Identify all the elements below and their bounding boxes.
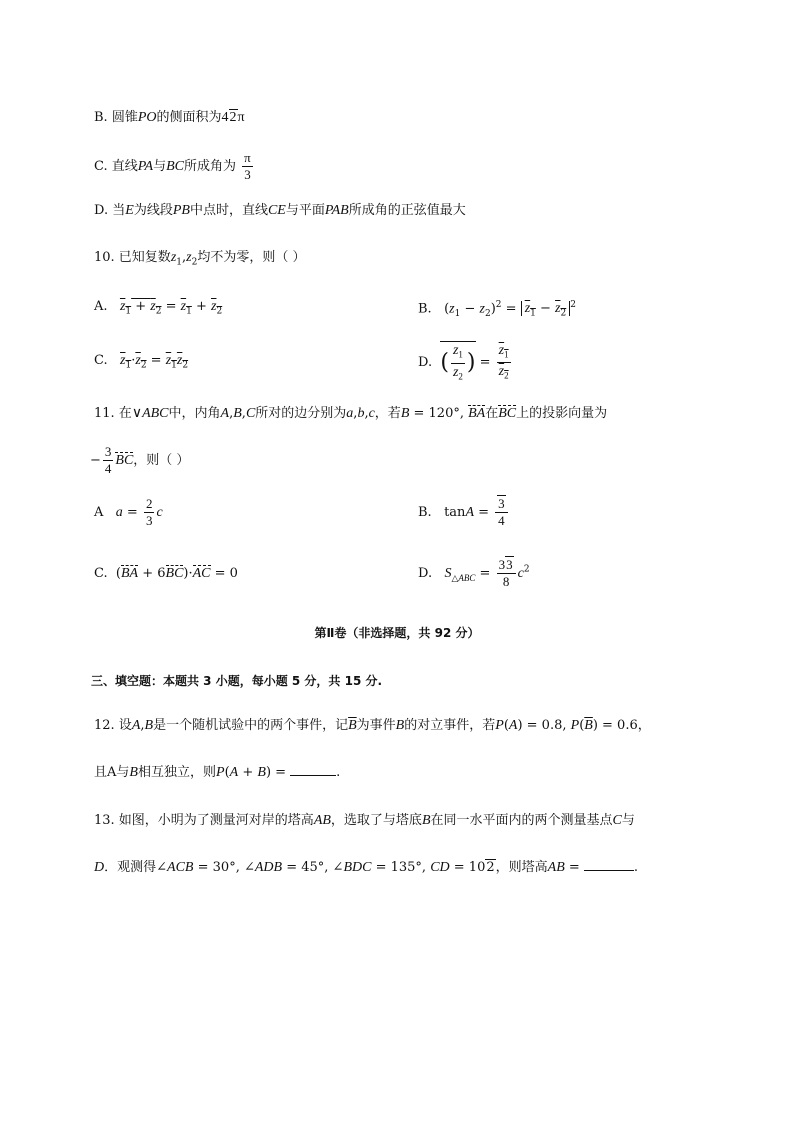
q12-line1: 12. 设A,B是一个随机试验中的两个事件，记$\overline{B}$为事件B的对立事件，若P(A) = 0.8, $P(\overline{B}) = 0.6$， bbox=[94, 718, 651, 733]
option-label: C. bbox=[94, 566, 108, 581]
question-text: 的对立事件，若 bbox=[404, 718, 496, 733]
section-title-part2: 第Ⅱ卷（非选择题，共 92 分） bbox=[314, 626, 480, 640]
option-text: 的侧面积为 bbox=[156, 110, 222, 125]
option-text: 为线段 bbox=[133, 203, 173, 218]
question-text: ，若 bbox=[374, 406, 401, 421]
question-text: 与 bbox=[116, 765, 130, 780]
option-text: 与 bbox=[153, 159, 167, 174]
q10-option-d: D. ( $\frac{z_1}{z_2}$ ) = $\frac{z_1}{z_2}$ bbox=[418, 341, 513, 384]
question-text: ．观测得 bbox=[104, 860, 157, 875]
option-label: D. bbox=[418, 355, 433, 371]
q10-option-c: C. $z_1\cdot z_2 = z_1z_2$ bbox=[94, 353, 189, 371]
question-text: ，则（ ） bbox=[133, 453, 190, 468]
question-text: 在同一水平面内的两个测量基点 bbox=[430, 813, 613, 828]
question-text: 12. 设 bbox=[94, 718, 132, 733]
q11-stem-line1: 11. 在∨ABC中，内角A,B,C所对的边分别为a,b,c，若B = 120°, BA在BC上的投影向量为 bbox=[94, 406, 608, 421]
q13-line2: D．观测得∠ACB = 30°, ∠ADB = 45°, ∠BDC = 135°, CD = 102，则塔高AB = . bbox=[94, 860, 639, 875]
q9-option-c: C. 直线PA与BC所成角为 $\frac{\pi}{3}$ bbox=[94, 150, 251, 182]
answer-blank bbox=[584, 858, 634, 871]
question-text: ，则塔高 bbox=[495, 860, 548, 875]
q10-option-b: B. $(z_1 - z_2)^2 = z_1 - z_2^2$ bbox=[418, 300, 576, 319]
question-text: ，选取了与塔底 bbox=[330, 813, 422, 828]
question-text: 上的投影向量为 bbox=[516, 406, 608, 421]
option-text: 与平面 bbox=[285, 203, 325, 218]
q13-line1: 13. 如图，小明为了测量河对岸的塔高AB，选取了与塔底B在同一水平面内的两个测量基点C与 bbox=[94, 813, 635, 828]
q10-option-a: A. $z_1 + z_2 = z_1 + z_2$ bbox=[94, 299, 223, 317]
answer-blank bbox=[290, 763, 336, 776]
question-text: 在 bbox=[485, 406, 499, 421]
question-text: 13. 如图，小明为了测量河对岸的塔高 bbox=[94, 813, 314, 828]
q11-stem-line2: − $\frac{3}{4}$ BC，则（ ） bbox=[90, 444, 190, 476]
option-text: 当 bbox=[112, 203, 126, 218]
question-text: 中，内角 bbox=[168, 406, 221, 421]
q10-stem: 10. 已知复数$z_1,z_2$均不为零，则（ ） bbox=[94, 250, 306, 268]
option-text: 圆锥 bbox=[111, 110, 138, 125]
option-label: A bbox=[94, 505, 104, 520]
question-text: 均不为零，则（ ） bbox=[197, 250, 306, 265]
option-label: B. bbox=[94, 110, 108, 125]
question-text: 11. 在 bbox=[94, 406, 132, 421]
q11-option-b: B. tanA = $\frac{3}{4}$ bbox=[418, 496, 510, 529]
question-text: 与 bbox=[621, 813, 635, 828]
q11-option-a: A a = $\frac{2}{3}$ c bbox=[94, 496, 163, 528]
option-label: D. bbox=[418, 566, 433, 581]
option-label: B. bbox=[418, 505, 432, 520]
question-text: 且 bbox=[94, 765, 108, 780]
option-label: D. bbox=[94, 203, 109, 218]
q9-option-b: B. 圆锥PO的侧面积为42π bbox=[94, 110, 245, 125]
option-label: C. bbox=[94, 159, 108, 174]
option-text: 直线 bbox=[111, 159, 138, 174]
section-title-fill-in: 三、填空题：本题共 3 小题，每小题 5 分，共 15 分. bbox=[91, 674, 383, 688]
option-text: 所成角为 bbox=[184, 159, 237, 174]
q11-option-d: D. $S_{\triangle ABC}$ = $\frac{33}{8}$ $c^2$ bbox=[418, 557, 530, 589]
option-label: B. bbox=[418, 301, 432, 317]
question-text: 10. 已知复数 bbox=[94, 250, 171, 265]
option-text: 中点时，直线 bbox=[189, 203, 268, 218]
q12-line2: 且A与B相互独立，则P(A + B) = . bbox=[94, 765, 341, 780]
question-text: 所对的边分别为 bbox=[255, 406, 347, 421]
option-label: A. bbox=[94, 299, 108, 314]
option-label: C. bbox=[94, 353, 108, 368]
question-text: 为事件 bbox=[356, 718, 396, 733]
option-text: 所成角的正弦值最大 bbox=[348, 203, 466, 218]
question-text: 相互独立，则 bbox=[137, 765, 216, 780]
q9-option-d: D. 当E为线段PB中点时，直线CE与平面PAB所成角的正弦值最大 bbox=[94, 203, 466, 218]
question-text: 是一个随机试验中的两个事件，记 bbox=[153, 718, 349, 733]
q11-option-c: C. (BA + 6BC)·AC = 0 bbox=[94, 566, 238, 581]
fraction-pi-over-3: $\frac{\pi}{3}$ bbox=[244, 150, 251, 182]
